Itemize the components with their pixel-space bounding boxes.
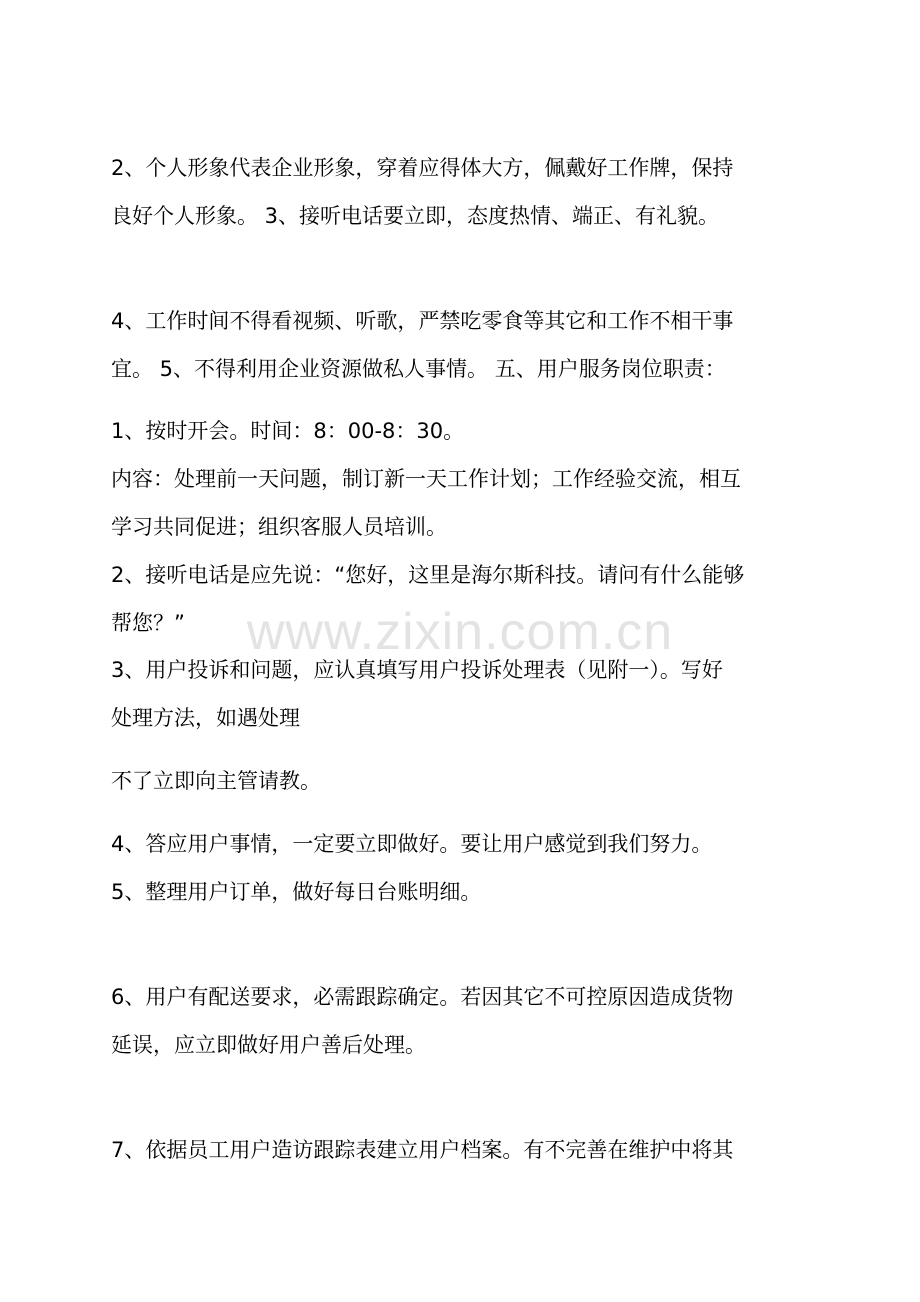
text-line: 帮您？” bbox=[111, 611, 185, 635]
text-line: 4、工作时间不得看视频、听歌，严禁吃零食等其它和工作不相干事 bbox=[111, 309, 734, 333]
text-line: 延误，应立即做好用户善后处理。 bbox=[111, 1033, 426, 1057]
text-line: 不了立即向主管请教。 bbox=[111, 769, 321, 793]
text-line: 2、接听电话是应先说：“您好，这里是海尔斯科技。请问有什么能够 bbox=[111, 563, 745, 587]
watermark: www.zixin.com.cn bbox=[246, 603, 674, 661]
text-line: 处理方法，如遇处理 bbox=[111, 706, 300, 730]
text-line: 7、依据员工用户造访跟踪表建立用户档案。有不完善在维护中将其 bbox=[111, 1138, 734, 1162]
text-line: 5、整理用户订单，做好每日台账明细。 bbox=[111, 880, 482, 904]
text-line: 2、个人形象代表企业形象，穿着应得体大方，佩戴好工作牌，保持 bbox=[111, 156, 734, 180]
text-line: 良好个人形象。 3、接听电话要立即，态度热情、端正、有礼貌。 bbox=[111, 204, 720, 228]
text-line: 6、用户有配送要求，必需跟踪确定。若因其它不可控原因造成货物 bbox=[111, 985, 734, 1009]
text-line: 内容：处理前一天问题，制订新一天工作计划；工作经验交流，相互 bbox=[111, 467, 741, 491]
text-line: 1、按时开会。时间：8：00-8：30。 bbox=[111, 419, 465, 443]
text-line: 4、答应用户事情，一定要立即做好。要让用户感觉到我们努力。 bbox=[111, 832, 713, 856]
text-line: 3、用户投诉和问题，应认真填写用户投诉处理表（见附一）。写好 bbox=[111, 658, 723, 682]
text-line: 学习共同促进；组织客服人员培训。 bbox=[111, 515, 447, 539]
text-line: 宜。 5、不得利用企业资源做私人事情。 五、用户服务岗位职责： bbox=[111, 357, 726, 381]
